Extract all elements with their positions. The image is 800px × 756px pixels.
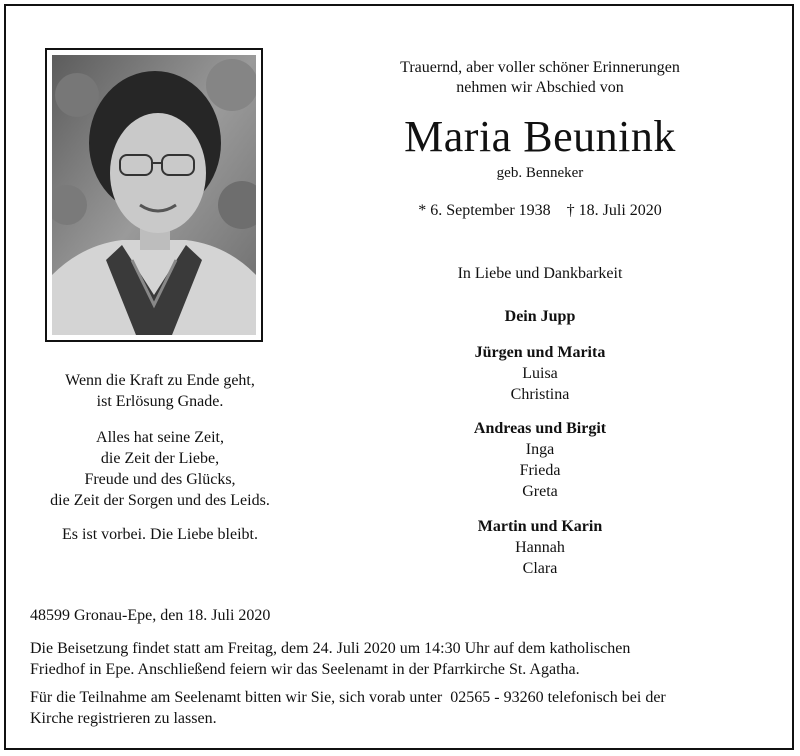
- family-parents: Jürgen und Marita: [474, 344, 606, 361]
- poem-line: die Zeit der Liebe,: [100, 450, 220, 467]
- portrait-image: [52, 55, 256, 335]
- birth-date: * 6. September 1938: [418, 202, 551, 219]
- poem-stanza: [20, 524, 300, 545]
- poem-stanza: [20, 427, 300, 511]
- family-child: Luisa: [522, 365, 558, 382]
- registration-line: Kirche registrieren zu lassen.: [30, 710, 217, 727]
- family-child: Frieda: [519, 462, 561, 479]
- registration-line: Für die Teilnahme am Seelenamt bitten wir Sie, sich vorab unter 02565 - 93260 telefonisch bei der: [30, 689, 666, 706]
- funeral-line: Friedhof in Epe. Anschließend feiern wir das Seelenamt in der Pfarrkirche St. Agatha.: [30, 661, 580, 678]
- family-parents: Martin und Karin: [477, 518, 603, 535]
- funeral-info: [30, 638, 780, 680]
- poem-line: Wenn die Kraft zu Ende geht,: [65, 372, 255, 389]
- funeral-line: Die Beisetzung findet statt am Freitag, dem 24. Juli 2020 um 14:30 Uhr auf dem katholischen: [30, 640, 631, 657]
- family-group: [340, 342, 740, 405]
- portrait-photo: [52, 55, 256, 335]
- family-group: [340, 418, 740, 502]
- birth-name: geb. Benneker: [496, 165, 584, 181]
- poem-line: Alles hat seine Zeit,: [96, 429, 224, 446]
- family-child: Greta: [522, 483, 558, 500]
- spouse-name: Dein Jupp: [504, 308, 576, 325]
- poem-line: die Zeit der Sorgen und des Leids.: [50, 492, 270, 509]
- registration-info: [30, 687, 780, 729]
- gratitude-line: In Liebe und Dankbarkeit: [457, 265, 623, 282]
- intro-text: [340, 58, 740, 98]
- place-date: 48599 Gronau-Epe, den 18. Juli 2020: [30, 607, 271, 624]
- family-child: Hannah: [515, 539, 565, 556]
- intro-line: Trauernd, aber voller schöner Erinnerungen: [400, 59, 680, 76]
- poem-line: ist Erlösung Gnade.: [96, 393, 224, 410]
- poem-line: Es ist vorbei. Die Liebe bleibt.: [62, 526, 258, 543]
- life-dates: [340, 200, 740, 222]
- family-child: Christina: [510, 386, 570, 403]
- deceased-name: Maria Beunink: [404, 112, 676, 161]
- poem-stanza: [20, 370, 300, 412]
- death-date: † 18. Juli 2020: [566, 202, 662, 219]
- intro-line: nehmen wir Abschied von: [456, 79, 624, 96]
- poem-line: Freude und des Glücks,: [84, 471, 236, 488]
- family-child: Inga: [525, 441, 555, 458]
- family-group: [340, 516, 740, 579]
- family-child: Clara: [522, 560, 558, 577]
- family-parents: Andreas und Birgit: [473, 420, 607, 437]
- portrait-frame: [45, 48, 263, 342]
